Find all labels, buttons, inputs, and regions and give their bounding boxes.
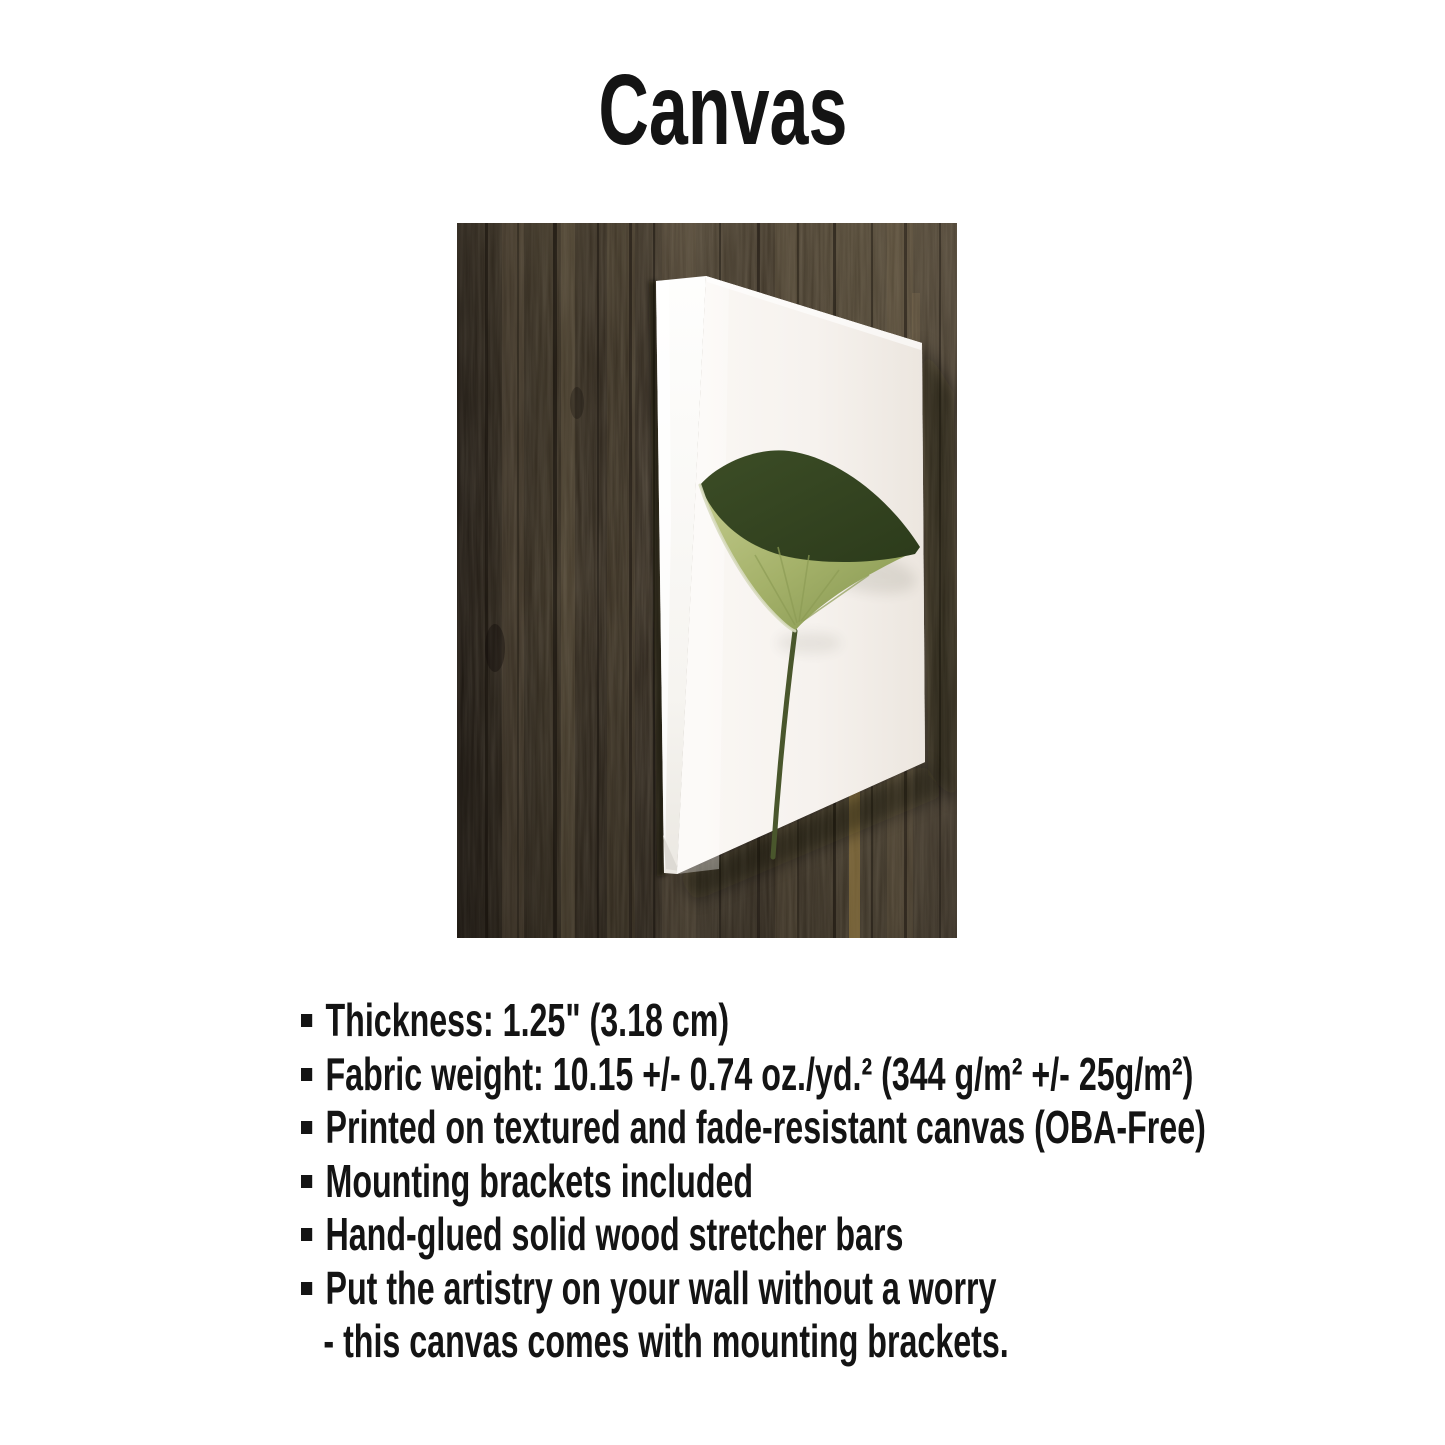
spec-text: Mounting brackets included bbox=[325, 1154, 754, 1207]
product-photo-illustration bbox=[457, 223, 957, 938]
spec-text: Fabric weight: 10.15 +/- 0.74 oz./yd.² (344 g/m² +/- 25g/m²) bbox=[325, 1047, 1194, 1100]
bullet-icon bbox=[301, 1175, 312, 1188]
specs-list bbox=[301, 994, 1401, 1369]
spec-text: Hand-glued solid wood stretcher bars bbox=[325, 1208, 904, 1260]
page-title bbox=[0, 54, 1445, 166]
leaf-shadow bbox=[777, 632, 841, 654]
spec-text: Printed on textured and fade-resistant canvas (OBA-Free) bbox=[325, 1101, 1206, 1153]
bullet-icon bbox=[301, 1121, 312, 1134]
bullet-icon bbox=[301, 1014, 312, 1027]
wood-knot bbox=[485, 624, 505, 672]
bullet-icon bbox=[301, 1228, 312, 1241]
spec-text: Put the artistry on your wall without a worry bbox=[325, 1261, 997, 1314]
spec-item bbox=[301, 1155, 1401, 1209]
wood-knot bbox=[570, 387, 584, 419]
product-photo bbox=[457, 223, 957, 938]
spec-item bbox=[301, 994, 1401, 1048]
spec-item bbox=[301, 1101, 1401, 1155]
bullet-icon bbox=[301, 1068, 312, 1081]
wood-streak bbox=[502, 223, 524, 938]
spec-item-continuation bbox=[301, 1315, 1401, 1369]
spec-item bbox=[301, 1208, 1401, 1262]
spec-item bbox=[301, 1262, 1401, 1316]
spec-item bbox=[301, 1048, 1401, 1102]
bullet-icon bbox=[301, 1282, 312, 1295]
page-title-text: Canvas bbox=[597, 54, 848, 166]
spec-text: Thickness: 1.25" (3.18 cm) bbox=[325, 994, 730, 1046]
wood-streak bbox=[561, 223, 575, 938]
spec-text: - this canvas comes with mounting brackets. bbox=[323, 1315, 1009, 1367]
